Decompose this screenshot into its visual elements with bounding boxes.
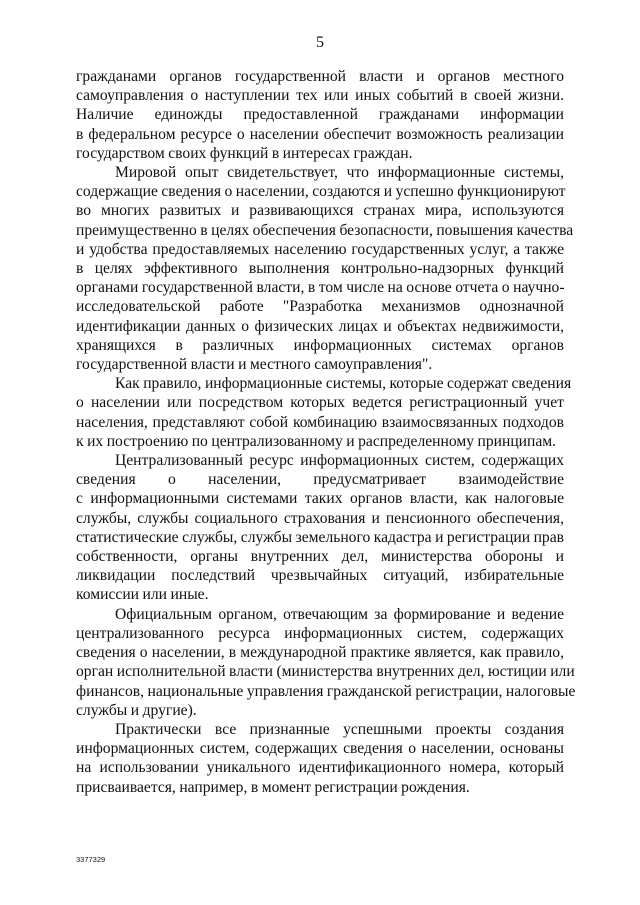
text-line: сведения о населении, предусматривает взаимодействие: [76, 471, 564, 489]
text-line: ликвидации последствий чрезвычайных ситуаций, избирательные: [76, 567, 564, 585]
text-line: с информационными системами таких органов власти, как налоговые: [76, 490, 564, 508]
text-line: гражданами органов государственной власти и органов местного: [76, 68, 564, 85]
text-line: государством своих функций в интересах граждан.: [76, 144, 413, 162]
text-line: органами государственной власти, в том числе на основе отчета о научно-: [76, 279, 565, 297]
text-line: собственности, органы внутренних дел, министерства обороны и: [76, 548, 564, 566]
paragraph: [76, 720, 564, 797]
text-line: службы и другие).: [76, 701, 197, 719]
text-line: населения, представляют собой комбинацию взаимосвязанных подходов: [76, 413, 564, 431]
text-line: Наличие единожды предоставленной гражданами информации: [76, 106, 564, 124]
text-line: в целях эффективного выполнения контрольно-надзорных функций: [76, 260, 564, 278]
text-line: сведения о населении, в международной практике является, как правило,: [76, 644, 564, 662]
text-line: во многих развитых и развивающихся странах мира, используются: [76, 202, 564, 220]
text-line: о населении или посредством которых ведется регистрационный учет: [76, 394, 564, 412]
text-line: финансов, национальные управления гражданской регистрации, налоговые: [76, 682, 576, 700]
text-line: централизованного ресурса информационных систем, содержащих: [76, 624, 564, 642]
text-line: Как правило, информационные системы, которые содержат сведения: [115, 375, 572, 393]
paragraph: [76, 67, 564, 163]
text-line: исследовательской работе "Разработка механизмов однозначной: [76, 298, 564, 316]
paragraph: [76, 451, 564, 605]
text-line: хранящихся в различных информационных системах органов: [76, 336, 564, 354]
document-id: 3377329: [76, 855, 106, 864]
text-line: информационных систем, содержащих сведения о населении, основаны: [76, 740, 564, 758]
text-line: идентификации данных о физических лицах и объектах недвижимости,: [76, 317, 564, 335]
text-line: государственной власти и местного самоуправления".: [76, 356, 433, 374]
text-line: в федеральном ресурсе о населении обеспечит возможность реализации: [76, 125, 564, 143]
text-line: присваивается, например, в момент регистрации рождения.: [76, 778, 470, 796]
text-line: Официальным органом, отвечающим за формирование и ведение: [115, 605, 564, 623]
text-line: Практически все признанные успешными проекты создания: [115, 720, 564, 738]
text-line: самоуправления о наступлении тех или иных событий в своей жизни.: [76, 87, 564, 105]
text-line: к их построению по централизованному и распределенному принципам.: [76, 432, 557, 450]
text-line: орган исполнительной власти (министерства внутренних дел, юстиции или: [76, 663, 575, 681]
text-line: Централизованный ресурс информационных систем, содержащих: [115, 452, 564, 470]
text-line: содержащие сведения о населении, создаются и успешно функционируют: [76, 183, 566, 201]
text-line: и удобства предоставляемых населению государственных услуг, а также: [76, 240, 564, 258]
text-line: службы, службы социального страхования и пенсионного обеспечения,: [76, 509, 564, 527]
page-number: 5: [316, 34, 324, 51]
text-line: статистические службы, службы земельного кадастра и регистрации прав: [76, 528, 564, 546]
text-line: преимущественно в целях обеспечения безопасности, повышения качества: [76, 221, 574, 239]
text-line: на использовании уникального идентификационного номера, который: [76, 759, 564, 777]
paragraph: [76, 163, 574, 374]
text-line: Мировой опыт свидетельствует, что информационные системы,: [115, 164, 564, 182]
paragraph: [76, 605, 576, 720]
document-body: [76, 67, 576, 797]
paragraph: [76, 374, 572, 451]
text-line: комиссии или иные.: [76, 586, 209, 604]
